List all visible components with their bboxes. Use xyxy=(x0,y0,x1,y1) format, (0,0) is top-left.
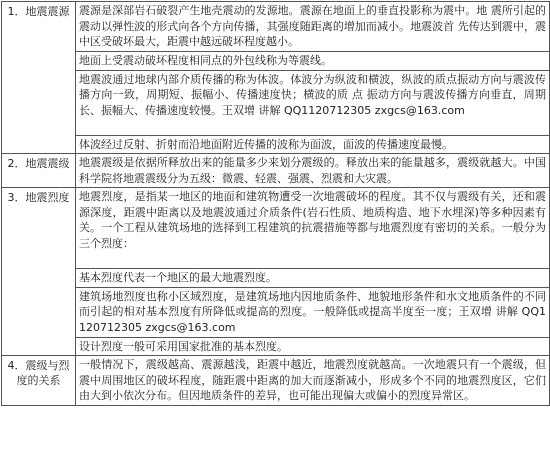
section-heading-magnitude: 2．地震震级 xyxy=(2,154,76,188)
section-text: 建筑场地烈度也称小区域烈度，是建筑场地内因地质条件、地貌地形条件和水文地质条件的不同而引起的相对基本烈度有所降低或提高的烈度。一般降低或提高半度至一度；王双增 讲解 QQ1120712305 zxgcs@163.com xyxy=(76,287,550,337)
section-heading-relation: 4．震级与烈度的关系 xyxy=(2,356,76,406)
section-text: 地震烈度，是指某一地区的地面和建筑物遭受一次地震破坏的程度。其不仅与震级有关，还和震源深度，距震中距离以及地震波通过介质条件(岩石性质、地质构造、地下水埋深)等多种因素有关。一个工程从建筑场地的选择到工程建筑的抗震措施等都与地震烈度有密切的关系。一般分为三个烈度： xyxy=(76,188,550,269)
section-text: 设计烈度一般可采用国家批准的基本烈度。 xyxy=(76,337,550,356)
table-row xyxy=(2,356,550,406)
table-row xyxy=(2,337,550,356)
table-row xyxy=(2,287,550,337)
section-text: 地震震级是依据所释放出来的能量多少来划分震级的。释放出来的能量越多，震级就越大。中国科学院将地震震级分为五级：微震、轻震、强震、烈震和大灾震。 xyxy=(76,154,550,188)
section-text: 震源是深部岩石破裂产生地壳震动的发源地。震源在地面上的垂直投影称为震中。地 震所引起的震动以弹性波的形式向各个方向传播，其强度随距离的增加而减小。地震波首 先传达到震中，震中区受破坏最大，距震中越远破坏程度越小。 xyxy=(76,2,550,52)
section-text: 体波经过反射、折射而沿地面附近传播的波称为面波，面波的传播速度最慢。 xyxy=(76,135,550,154)
table-row xyxy=(2,135,550,154)
section-heading-intensity: 3．地震烈度 xyxy=(2,188,76,356)
table-row xyxy=(2,188,550,269)
section-text: 地面上受震动破坏程度相同点的外包线称为等震线。 xyxy=(76,52,550,71)
table-row xyxy=(2,154,550,188)
section-text: 地震波通过地球内部介质传播的称为体波。体波分为纵波和横波，纵波的质点振动方向与震波传播方向一致，周期短、振幅小、传播速度快；横波的质 点 振动方向与震波传播方向垂直，周期长、振幅大、传播速度较慢。王双增 讲解 QQ1120712305 zxgcs@163.com xyxy=(76,70,550,135)
section-text: 一般情况下，震级越高、震源越浅，距震中越近，地震烈度就越高。一次地震只有一个震级，但震中周围地区的破坏程度，随距震中距离的加大而逐渐减小，形成多个不同的地震烈度区，它们由大到小依次分布。但因地质条件的差异，也可能出现偏大或偏小的烈度异常区。 xyxy=(76,356,550,406)
table-row xyxy=(2,52,550,71)
earthquake-knowledge-table xyxy=(1,1,550,406)
table-row xyxy=(2,70,550,135)
section-text: 基本烈度代表一个地区的最大地震烈度。 xyxy=(76,269,550,288)
knowledge-table-page xyxy=(1,1,549,456)
table-row xyxy=(2,2,550,52)
section-heading-focus: 1．地震震源 xyxy=(2,2,76,154)
table-row xyxy=(2,269,550,288)
